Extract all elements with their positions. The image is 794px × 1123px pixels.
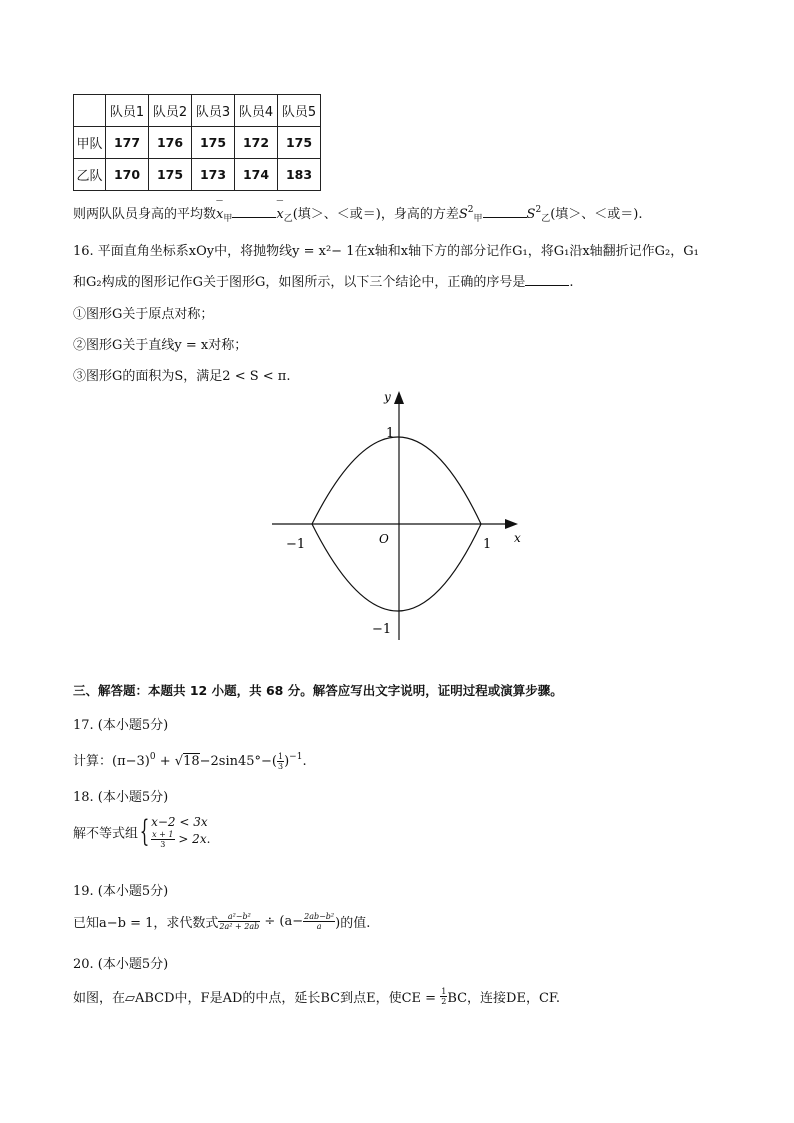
q17-end: . xyxy=(302,754,307,769)
ineq-2-rest: > 2x xyxy=(174,832,207,846)
subscript-jia: 甲 xyxy=(473,214,483,224)
q16-option-3: ③图形G的面积为S，满足2 < S < π. xyxy=(73,369,291,384)
height-table xyxy=(73,94,321,191)
x-tick-right: 1 xyxy=(483,537,492,552)
q19-body xyxy=(73,912,370,931)
q18-header: 18. (本小题5分) xyxy=(73,790,169,805)
q17-plus: + xyxy=(155,754,175,769)
table-cell: 175 xyxy=(149,159,192,191)
q19-end: )的值. xyxy=(335,916,371,931)
x-tick-left: −1 xyxy=(286,537,306,552)
q19-fraction-1 xyxy=(218,912,260,931)
table-cell: 175 xyxy=(278,127,321,159)
y-axis-arrow xyxy=(394,391,404,404)
frac-denominator: 3 xyxy=(160,840,166,849)
q19-prefix: 已知a−b = 1，求代数式 xyxy=(73,916,219,931)
subscript-yi: 乙 xyxy=(283,214,293,224)
q20-text-b: BC，连接DE，CF. xyxy=(447,991,561,1006)
fill-hint-end: (填＞、＜或＝). xyxy=(550,207,643,222)
q17-exp-neg: −1 xyxy=(289,752,303,762)
table-header-cell: 队员1 xyxy=(106,95,149,127)
table-header-cell: 队员3 xyxy=(192,95,235,127)
q16-option-1: ①图形G关于原点对称； xyxy=(73,307,214,322)
mean-symbol: — x xyxy=(276,207,283,222)
table-header-cell: 队员5 xyxy=(278,95,321,127)
q18-end: . xyxy=(206,832,211,846)
q19-fraction-2 xyxy=(303,912,335,931)
inequality-system xyxy=(151,815,210,849)
subscript-jia: 甲 xyxy=(223,214,233,224)
lower-curve xyxy=(312,524,481,611)
q17-rest: −2sin45°−( xyxy=(199,754,277,769)
table-corner-cell xyxy=(74,95,106,127)
frac-denominator: 2 xyxy=(441,997,447,1006)
table-cell: 172 xyxy=(235,127,278,159)
table-cell: 173 xyxy=(192,159,235,191)
q17-exp0: 0 xyxy=(149,752,156,762)
q16-line2-text: 和G₂构成的图形记作G关于图形G，如图所示，以下三个结论中，正确的序号是 xyxy=(73,275,526,290)
q19-div: ÷ (a− xyxy=(260,914,304,929)
frac-denominator: 2a² + 2ab xyxy=(219,922,260,931)
team-name-cell: 甲队 xyxy=(74,127,106,159)
q17-close: ) xyxy=(284,754,290,769)
y-tick-bottom: −1 xyxy=(372,622,392,637)
upper-curve xyxy=(312,437,481,524)
frac-numerator: a²−b² xyxy=(218,912,260,922)
variance-symbol: S xyxy=(458,207,468,222)
table-cell: 170 xyxy=(106,159,149,191)
superscript: 2 xyxy=(535,205,542,215)
frac-denominator: 3 xyxy=(277,762,284,771)
q17-root: 18 xyxy=(183,754,200,769)
table-cell: 177 xyxy=(106,127,149,159)
frac-denominator: a xyxy=(316,922,322,931)
q16-line2-end: . xyxy=(569,275,574,290)
table-cell: 175 xyxy=(192,127,235,159)
section-3-title: 三、解答题：本题共 12 小题，共 68 分。解答应写出文字说明，证明过程或演算步骤。 xyxy=(73,683,563,698)
superscript: 2 xyxy=(467,205,474,215)
q18-body xyxy=(73,815,210,849)
q17-body xyxy=(73,750,307,771)
table-row xyxy=(74,127,321,159)
q17-prefix: 计算：(π−3) xyxy=(73,754,150,769)
q16-option-2: ②图形G关于直线y = x对称； xyxy=(73,338,248,353)
frac-numerator: 1 xyxy=(277,752,284,761)
q18-fraction xyxy=(151,830,174,849)
sqrt-sign: √ xyxy=(174,754,184,769)
mean-symbol: — x xyxy=(216,207,223,222)
q20-header: 20. (本小题5分) xyxy=(73,957,169,972)
blank-q16 xyxy=(525,273,569,286)
table-cell: 176 xyxy=(149,127,192,159)
q16-line2 xyxy=(73,271,574,290)
q15-tail-line xyxy=(73,203,642,224)
frac-numerator: 2ab−b² xyxy=(304,912,335,921)
table-cell: 183 xyxy=(278,159,321,191)
brace-icon: { xyxy=(139,814,150,849)
q18-prefix: 解不等式组 xyxy=(73,826,139,842)
q16-line1: 16. 平面直角坐标系xOy中，将抛物线y = x²− 1在x轴和x轴下方的部分记作G₁，将G₁沿x轴翻折记作G₂，G₁ xyxy=(73,244,699,259)
parabola-figure xyxy=(260,385,540,650)
q20-text-a: 如图，在▱ABCD中，F是AD的中点，延长BC到点E，使CE = xyxy=(73,991,441,1006)
table-row xyxy=(74,159,321,191)
q20-body xyxy=(73,987,560,1006)
frac-numerator: 1 xyxy=(441,987,447,996)
q17-fraction xyxy=(277,752,284,771)
blank-2 xyxy=(483,205,527,218)
team-name-cell: 乙队 xyxy=(74,159,106,191)
table-header-row xyxy=(74,95,321,127)
q15-prefix: 则两队队员身高的平均数 xyxy=(73,207,217,222)
variance-symbol: S xyxy=(526,207,536,222)
fill-hint: (填＞、＜或＝)，身高的方差 xyxy=(292,207,459,222)
origin-label: O xyxy=(379,532,389,546)
subscript-yi: 乙 xyxy=(541,214,551,224)
x-axis-arrow xyxy=(505,519,518,529)
x-axis-label: x xyxy=(514,531,521,545)
ineq-2 xyxy=(151,830,210,849)
table-cell: 174 xyxy=(235,159,278,191)
y-axis-label: y xyxy=(384,390,391,404)
table-header-cell: 队员4 xyxy=(235,95,278,127)
y-tick-top: 1 xyxy=(386,426,395,441)
frac-numerator: x + 1 xyxy=(152,830,174,839)
blank-1 xyxy=(232,205,276,218)
table-header-cell: 队员2 xyxy=(149,95,192,127)
ineq-1: x−2 < 3x xyxy=(151,815,208,829)
q19-header: 19. (本小题5分) xyxy=(73,884,169,899)
q17-header: 17. (本小题5分) xyxy=(73,718,169,733)
